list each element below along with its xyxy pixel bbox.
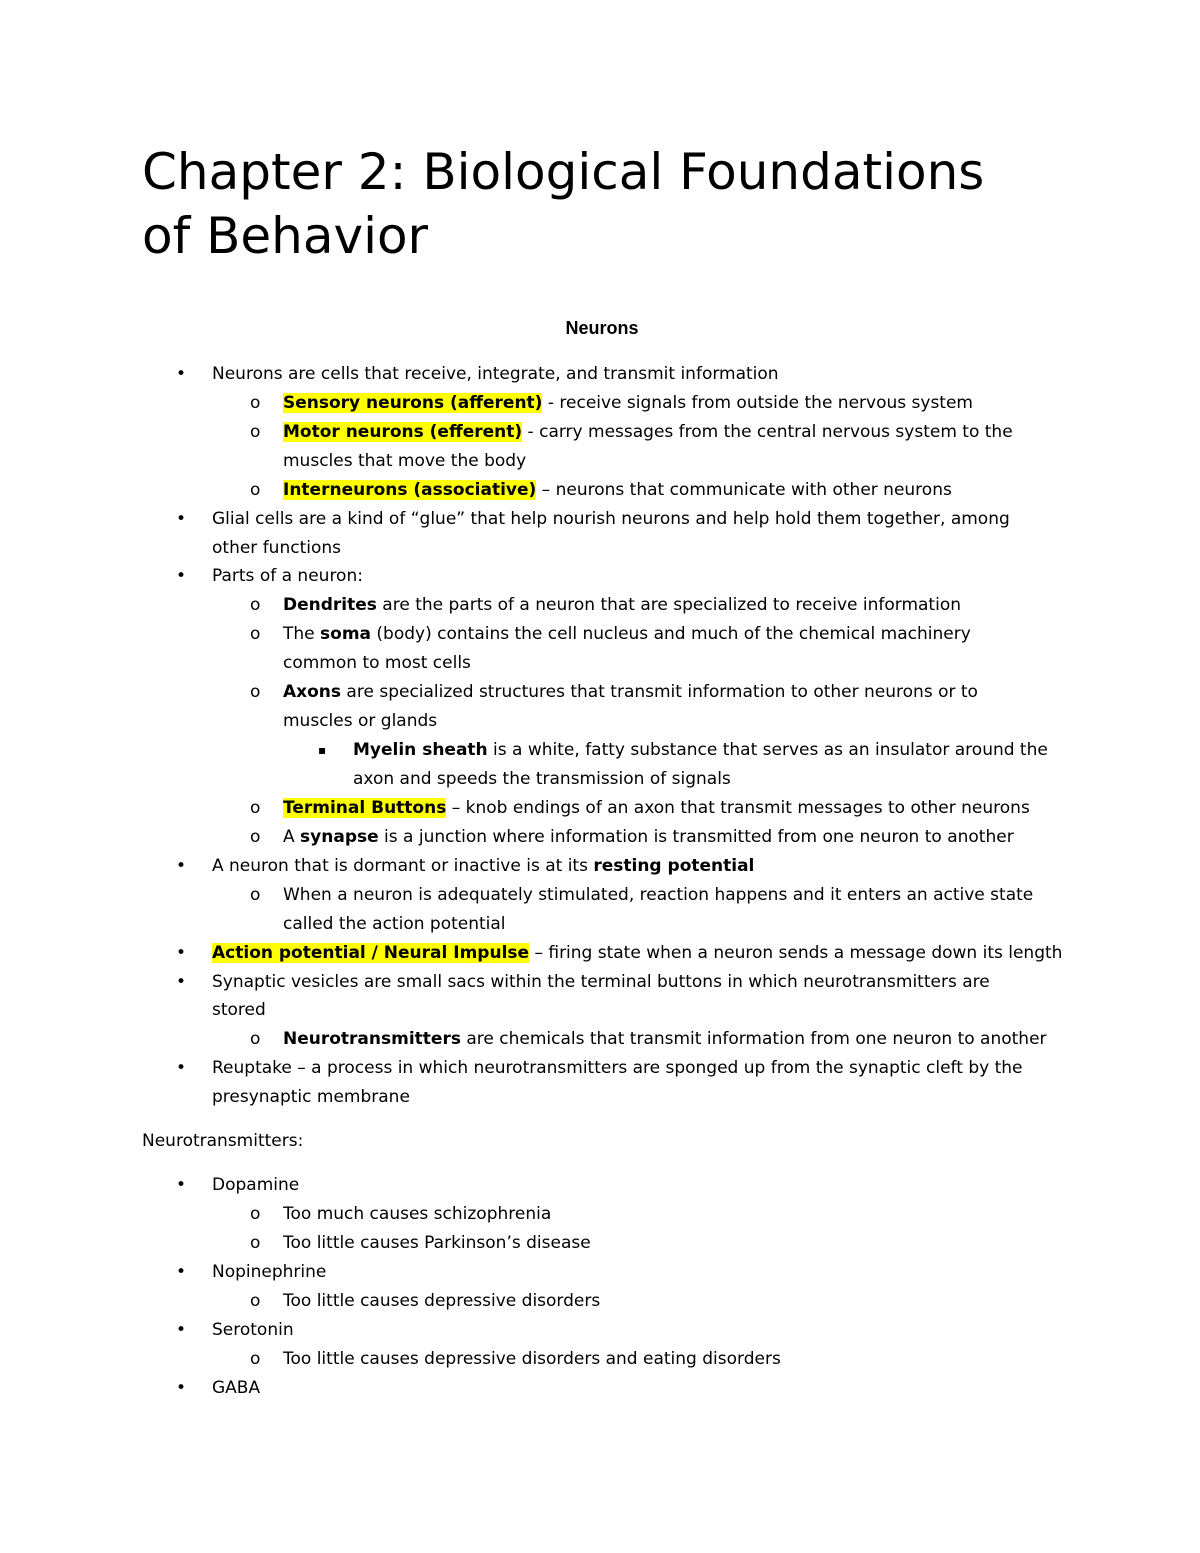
list-item-continuation: presynaptic membrane xyxy=(212,1087,410,1107)
highlighted-term: Action potential / Neural Impulse xyxy=(212,943,530,963)
bullet-marker: • xyxy=(176,1175,187,1195)
sub-marker: o xyxy=(250,1291,261,1311)
sub-marker: o xyxy=(250,624,261,644)
sub-marker: o xyxy=(250,827,261,847)
sub-marker: o xyxy=(250,595,261,615)
bullet-marker: • xyxy=(176,1378,187,1398)
bullet-marker: • xyxy=(176,972,187,992)
bullet-marker: • xyxy=(176,566,187,586)
sub-marker: o xyxy=(250,1029,261,1049)
bullet-marker: • xyxy=(176,509,187,529)
list-item-continuation: muscles or glands xyxy=(283,711,438,731)
sub-marker: o xyxy=(250,798,261,818)
title-line-2: of Behavior xyxy=(142,207,429,265)
page-title xyxy=(142,140,1062,268)
bullet-marker: • xyxy=(176,1058,187,1078)
sub-marker: o xyxy=(250,480,261,500)
highlighted-term: Motor neurons (efferent) xyxy=(283,422,523,442)
sub-marker: o xyxy=(250,422,261,442)
sub-marker: o xyxy=(250,885,261,905)
sub-marker: o xyxy=(250,1204,261,1224)
sub-marker: o xyxy=(250,1233,261,1253)
sub-marker: o xyxy=(250,393,261,413)
sub-marker: o xyxy=(250,1349,261,1369)
bullet-marker: • xyxy=(176,1320,187,1340)
list-item-continuation: common to most cells xyxy=(283,653,471,673)
list-item-continuation: called the action potential xyxy=(283,914,506,934)
highlighted-term: Interneurons (associative) xyxy=(283,480,537,500)
bullet-marker: • xyxy=(176,1262,187,1282)
highlighted-term: Terminal Buttons xyxy=(283,798,447,818)
section-heading-neurons: Neurons xyxy=(565,318,639,338)
bullet-marker: • xyxy=(176,364,187,384)
bullet-marker: • xyxy=(176,943,187,963)
list-item-continuation: stored xyxy=(212,1000,266,1020)
list-item-continuation: muscles that move the body xyxy=(283,451,527,471)
document-page: Chapter 2: Biological Foundations of Behavior Neurons • Neurons are cells that receive, integrate, and transmit information o Sensory neurons (afferent) - receive signals from outside the nervous system o Motor neurons (efferent) - carry messages from the central nervous system to the muscles that move the body o Interneurons (associative) – neurons that communicate with other neurons • Glial cells are a kind of “glue” that help nourish neurons and help hold them together, among other functions • Parts of a neuron: o Dendrites are the parts of a neuron that are specialized to receive information o The soma (body) contains the cell nucleus and much of the chemical machinery common to most cells o Axons are specialized structures that transmit information to other neurons or to muscles or glands ▪ Myelin sheath is a white, fatty substance that serves as an insulator around the axon and speeds the transmission of signals o Terminal Buttons – knob endings of an axon that transmit messages to other neurons o A synapse is a junction where information is transmitted from one neuron to another • A neuron that is dormant or inactive is at its resting potential o When a neuron is adequately stimulated, reaction happens and it enters an active state called the action potential • Action potential / Neural Impulse – firing state when a neuron sends a message down its length • Synaptic vesicles are small sacs within the terminal buttons in which neurotransmitters are stored o Neurotransmitters are chemicals that transmit information from one neuron to another • Reuptake – a process in which neurotransmitters are sponged up from the synaptic cleft by the presynaptic membrane Neurotransmitters: • Dopamine o Too much causes schizophrenia o Too little causes Parkinson’s disease • Nopinephrine o Too little causes depressive disorders • Serotonin o Too little causes depressive disorders and eating disorders • GABA xyxy=(142,140,1062,268)
bullet-marker: • xyxy=(176,856,187,876)
list-item-continuation: other functions xyxy=(212,538,341,558)
highlighted-term: Sensory neurons (afferent) xyxy=(283,393,543,413)
list-item-continuation: axon and speeds the transmission of signals xyxy=(353,769,731,789)
sub-marker: o xyxy=(250,682,261,702)
title-line-1: Chapter 2: Biological Foundations xyxy=(142,143,985,201)
square-marker: ▪ xyxy=(318,743,327,757)
section-label-neurotransmitters: Neurotransmitters: xyxy=(142,1131,304,1151)
